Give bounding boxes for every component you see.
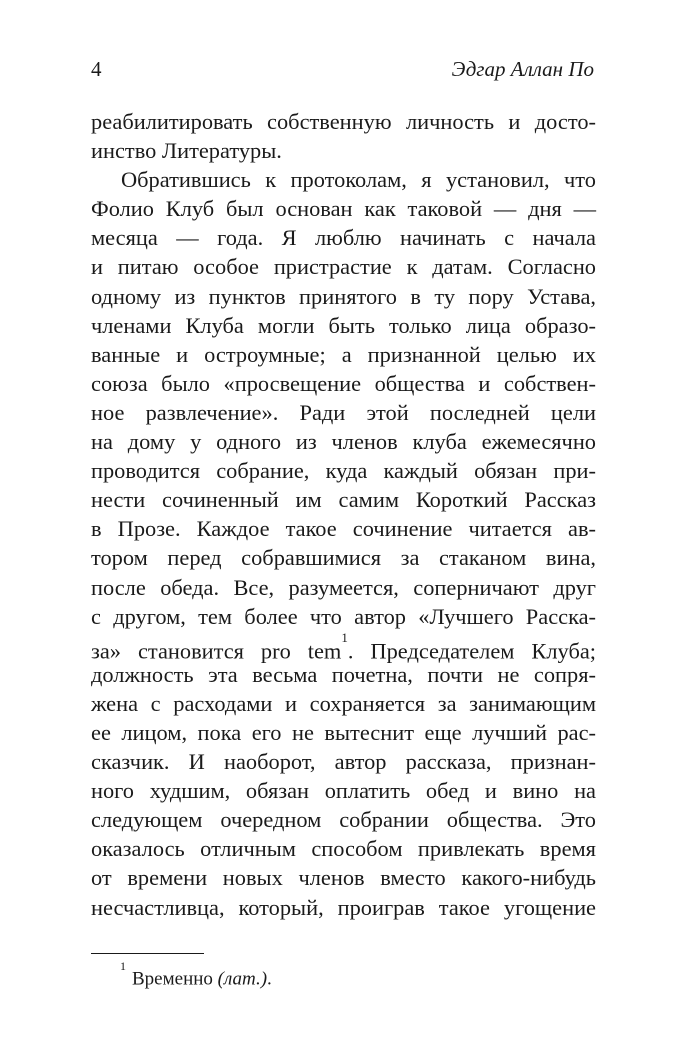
text-line: после обеда. Все, разумеется, соперничают друг [91,574,596,600]
text-line: проводится собрание, куда каждый обязан при- [91,458,596,484]
text-line: членами Клуба могли быть только лица образо- [91,312,596,338]
text-line: и питаю особое пристрастие к датам. Согласно [91,254,596,280]
text-line: на дому у одного из членов клуба ежемесячно [91,429,596,455]
footnote-divider [91,953,204,954]
footnote-number: 1 [120,959,126,973]
footnote-text: Временно [132,968,213,990]
text-line: жена с расходами и сохраняется за занимающим [91,690,596,716]
text-line: в Прозе. Каждое такое сочинение читается ав- [91,516,596,542]
text-line: союза было «просвещение общества и собствен- [91,370,596,396]
text-line: Фолио Клуб был основан как таковой — дня — [91,196,596,222]
text-line: нести сочиненный им самим Короткий Рассказ [91,487,596,513]
text-line: ного худшим, обязан оплатить обед и вино на [91,778,596,804]
line-segment: . Председателем Клуба; [347,638,596,664]
text-line: тором перед собравшимися за стаканом вина, [91,545,596,571]
footnote-language: (лат.) [217,968,268,990]
text-line: несчастливца, который, проиграв такое угощение [91,894,596,920]
text-line: реабилитировать собственную личность и досто- [91,109,596,134]
footnote [120,960,272,992]
line-segment: за» становится pro tem [91,638,342,664]
text-line: одному из пунктов принятого в ту пору Устава, [91,283,596,309]
page-number: 4 [91,57,102,81]
text-line: месяца — года. Я люблю начинать с начала [91,225,596,251]
body-text [91,107,596,922]
text-line: с другом, тем более что автор «Лучшего Расска- [91,603,596,629]
text-line: ное развлечение». Ради этой последней цели [91,399,596,425]
text-line: инство Литературы. [91,138,282,164]
text-line-with-footnote [91,629,596,664]
text-line: должность эта весьма почетна, почти не сопря- [91,661,596,687]
text-line: ванные и остроумные; а признанной целью их [91,341,596,367]
footnote-period: . [267,968,272,990]
text-line: сказчик. И наоборот, автор рассказа, признан- [91,749,596,775]
text-line: Обратившись к протоколам, я установил, что [121,167,596,193]
footnote-reference[interactable]: 1 [341,629,348,645]
running-head [91,54,594,84]
book-title: Эдгар Аллан По [451,57,594,81]
text-line: следующем очередном собрании общества. Это [91,807,596,833]
text-line: от времени новых членов вместо какого-нибудь [91,865,596,891]
text-line: ее лицом, пока его не вытеснит еще лучший рас- [91,719,596,745]
text-line: оказалось отличным способом привлекать время [91,836,596,862]
